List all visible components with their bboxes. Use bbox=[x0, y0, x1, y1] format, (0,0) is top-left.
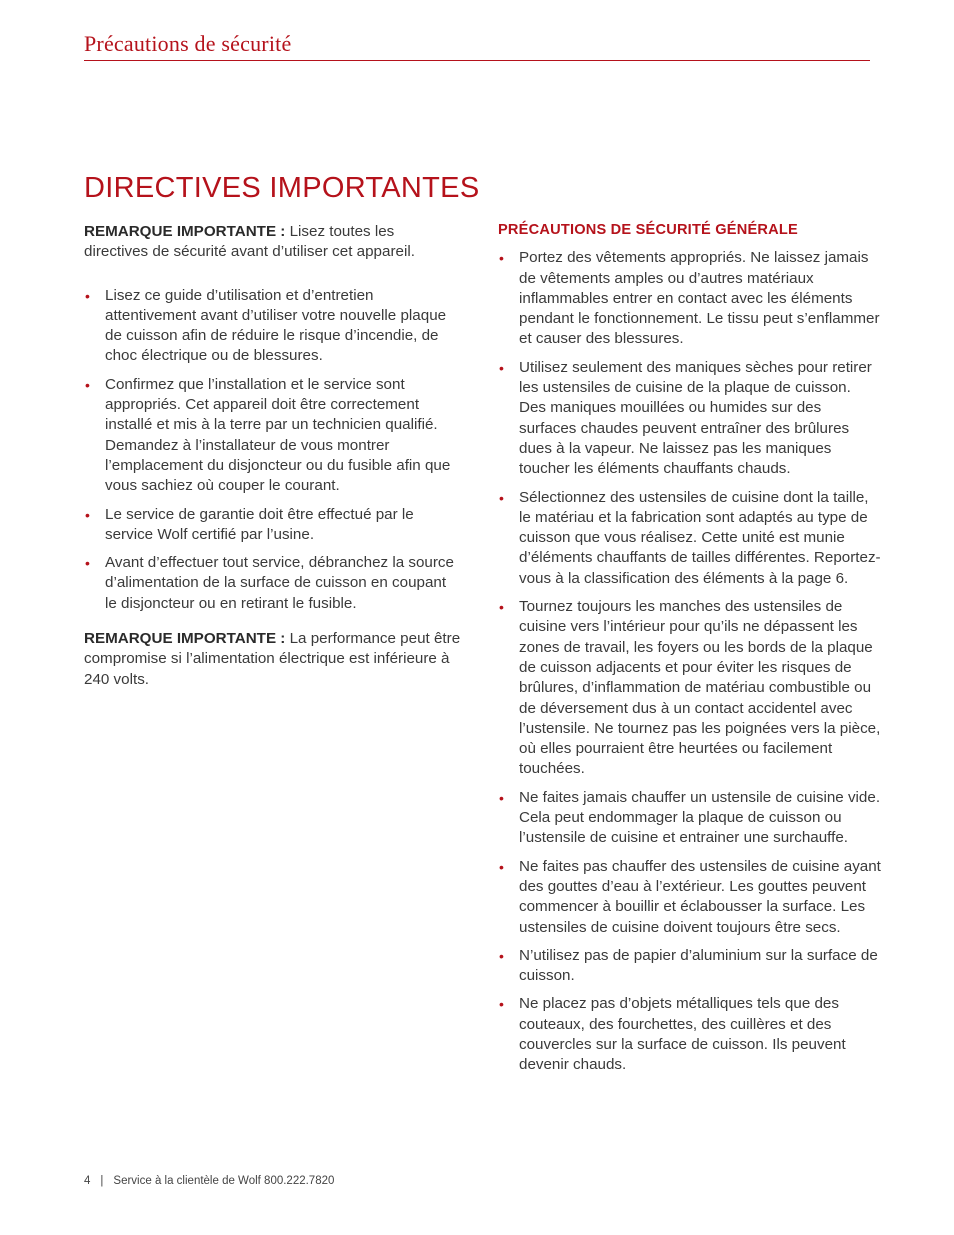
list-item bbox=[498, 248, 882, 349]
list-item-text: Tournez toujours les manches des ustensiles de cuisine vers l’intérieur pour qu’ils ne dépassent les zones de travail, les foyers ou les bords de la plaque de cuisson adjacents et pour éviter les risques de brûlures, d’inflammation de matériau combustible ou de déversement dus à un contact accidentel avec l’ustensile. Ne tournez pas les poignées vers la pièce, où elles pourraient être heurtées ou facilement touchées. bbox=[519, 598, 881, 778]
footer-separator: | bbox=[100, 1175, 104, 1187]
bullet-dot-icon: • bbox=[499, 489, 504, 506]
left-column bbox=[84, 222, 462, 690]
page-footer bbox=[84, 1175, 334, 1187]
general-safety-heading: PRÉCAUTIONS DE SÉCURITÉ GÉNÉRALE bbox=[498, 222, 798, 238]
left-bullet-list bbox=[84, 286, 462, 614]
important-note-2 bbox=[84, 629, 462, 690]
page-title: DIRECTIVES IMPORTANTES bbox=[84, 172, 480, 204]
right-bullet-list bbox=[498, 248, 882, 1075]
right-column bbox=[498, 220, 882, 1084]
list-item-text: Utilisez seulement des maniques sèches pour retirer les ustensiles de cuisine de la plaque de cuisson. Des maniques mouillées ou humides sur des surfaces chaudes peuvent entraîner des brûlures dues à la vapeur. Ne laissez pas les maniques toucher les éléments chauffants chauds. bbox=[519, 358, 872, 478]
list-item-text: Sélectionnez des ustensiles de cuisine dont la taille, le matériau et la fabrication sont adaptés au type de cuisson que vous réalisez. Cette unité est munie d’éléments chauffants de tailles différentes. Reportez-vous à la classification des éléments à la page 6. bbox=[519, 488, 881, 587]
bullet-dot-icon: • bbox=[85, 287, 90, 304]
list-item bbox=[498, 358, 882, 480]
list-item-text: Confirmez que l’installation et le service sont appropriés. Cet appareil doit être correctement installé et mis à la terre par un technicien qualifié. Demandez à l’installateur de vous montrer l’emplacement du disjoncteur ou du fusible afin que vous sachiez où couper le courant. bbox=[105, 375, 451, 495]
page-number: 4 bbox=[84, 1175, 91, 1187]
bullet-dot-icon: • bbox=[499, 359, 504, 376]
bullet-dot-icon: • bbox=[85, 376, 90, 393]
list-item-text: Lisez ce guide d’utilisation et d’entretien attentivement avant d’utiliser votre nouvelle plaque de cuisson afin de réduire le risque d’incendie, de choc électrique ou de blessures. bbox=[105, 286, 447, 365]
list-item bbox=[84, 505, 462, 546]
note-label: REMARQUE IMPORTANTE : bbox=[84, 630, 286, 648]
list-item bbox=[498, 597, 882, 780]
bullet-dot-icon: • bbox=[85, 506, 90, 523]
list-item bbox=[498, 488, 882, 589]
list-item-text: Le service de garantie doit être effectué par le service Wolf certifié par l’usine. bbox=[105, 505, 414, 543]
list-item bbox=[498, 994, 882, 1075]
list-item bbox=[84, 375, 462, 497]
bullet-dot-icon: • bbox=[499, 250, 504, 267]
list-item-text: Avant d’effectuer tout service, débranchez la source d’alimentation de la surface de cuisson en coupant le disjoncteur ou en retirant le fusible. bbox=[105, 554, 454, 612]
list-item bbox=[498, 788, 882, 849]
customer-service-text: Service à la clientèle de Wolf 800.222.7820 bbox=[113, 1175, 335, 1187]
section-header-title: Précautions de sécurité bbox=[84, 31, 292, 56]
bullet-dot-icon: • bbox=[499, 858, 504, 875]
list-item bbox=[498, 857, 882, 938]
list-item bbox=[84, 286, 462, 367]
note-label: REMARQUE IMPORTANTE : bbox=[84, 223, 286, 240]
list-item-text: Ne faites pas chauffer des ustensiles de cuisine ayant des gouttes d’eau à l’extérieur. Les gouttes peuvent commencer à bouillir et éclabousser la surface. Les ustensiles de cuisine doivent toujours être secs. bbox=[519, 857, 881, 936]
bullet-dot-icon: • bbox=[499, 996, 504, 1013]
bullet-dot-icon: • bbox=[499, 789, 504, 806]
important-note-1 bbox=[84, 222, 462, 263]
list-item-text: Portez des vêtements appropriés. Ne laissez jamais de vêtements amples ou d’autres matériaux inflammables entrer en contact avec les éléments pendant le fonctionnement. Le tissu peut s’enflammer et causer des blessures. bbox=[519, 249, 880, 348]
list-item bbox=[84, 553, 462, 614]
list-item-text: Ne placez pas d’objets métalliques tels que des couteaux, des fourchettes, des cuillères et des couvercles sur la surface de cuisson. Ils peuvent devenir chauds. bbox=[519, 995, 846, 1074]
list-item-text: N’utilisez pas de papier d’aluminium sur la surface de cuisson. bbox=[519, 946, 878, 985]
list-item-text: Ne faites jamais chauffer un ustensile de cuisine vide. Cela peut endommager la plaque de cuisson ou l’ustensile de cuisine et entrainer une surchauffe. bbox=[519, 788, 881, 847]
bullet-dot-icon: • bbox=[499, 599, 504, 616]
list-item bbox=[498, 946, 882, 987]
note-text: Lisez toutes les directives de sécurité avant d’utiliser cet appareil. bbox=[84, 223, 415, 261]
header-divider bbox=[84, 60, 870, 61]
bullet-dot-icon: • bbox=[85, 555, 90, 572]
note-text: La performance peut être compromise si l’alimentation électrique est inférieure à 240 volts. bbox=[84, 630, 461, 688]
bullet-dot-icon: • bbox=[499, 947, 504, 964]
